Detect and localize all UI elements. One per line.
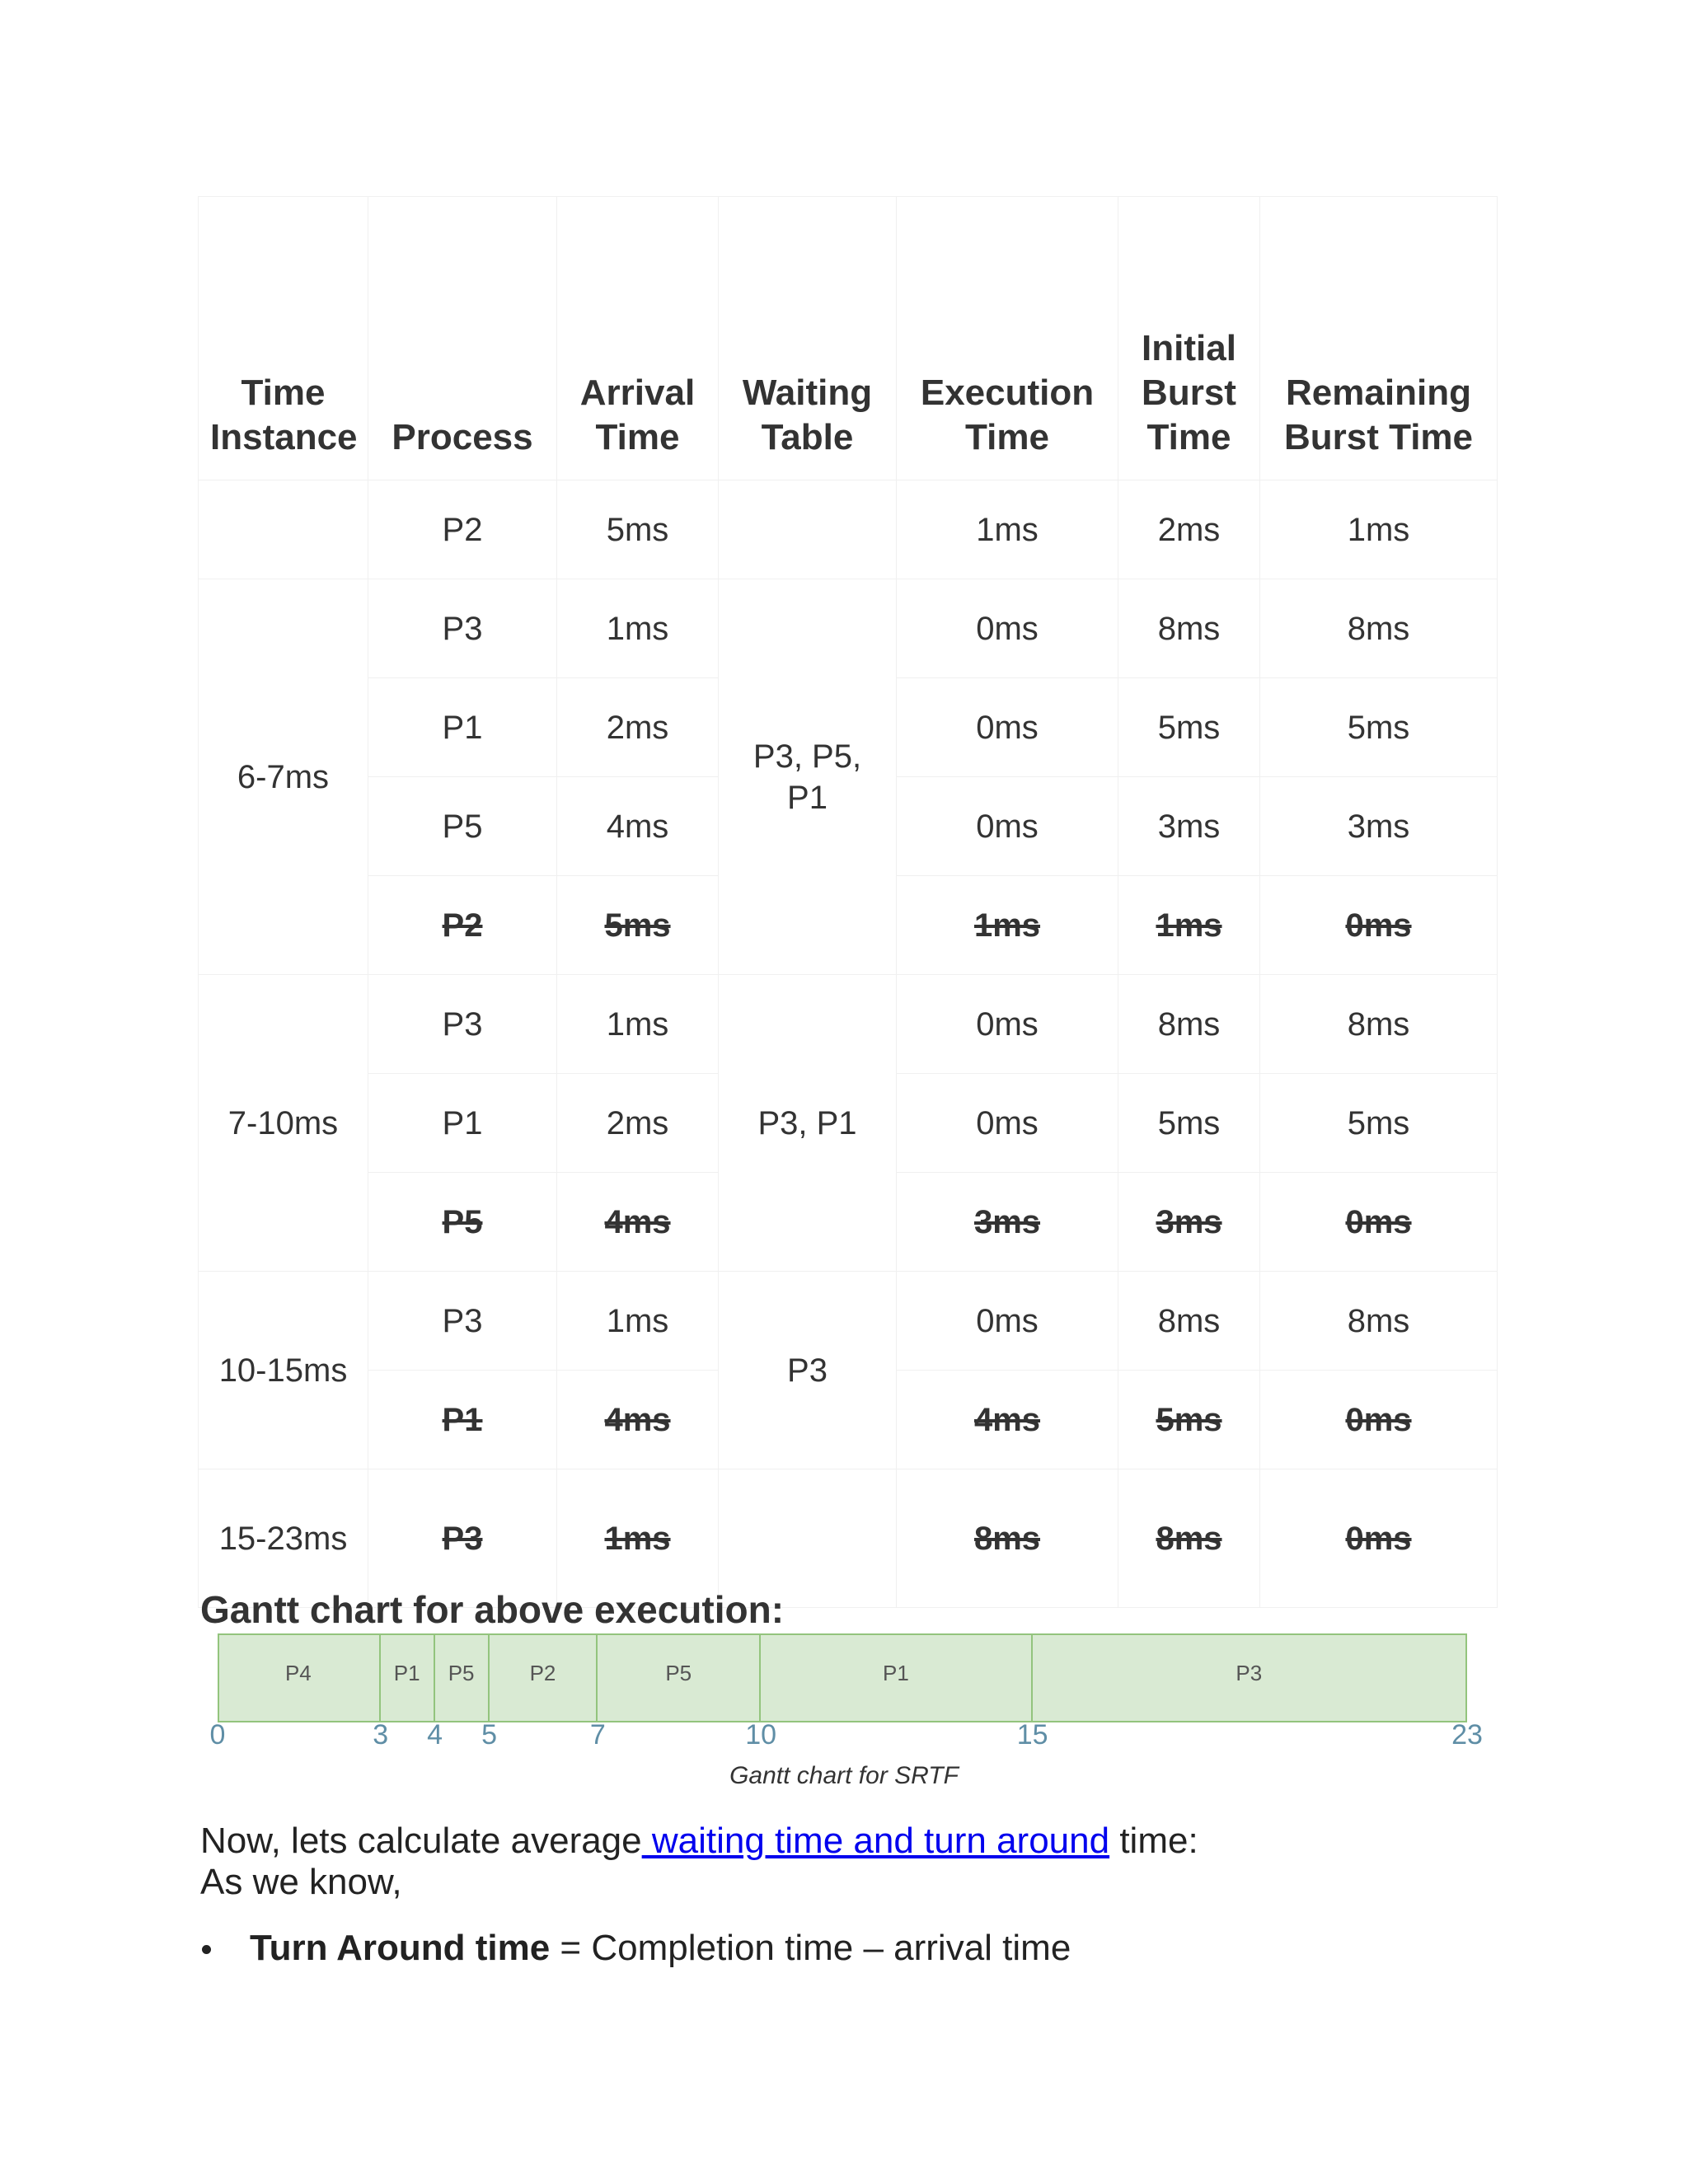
waiting-table-cell: P3, P1 xyxy=(719,975,897,1272)
gantt-tick-label: 0 xyxy=(209,1719,226,1750)
arrival-time-cell: 5ms xyxy=(557,876,719,975)
header-waiting-table: Waiting Table xyxy=(719,197,897,480)
arrival-time-cell: 1ms xyxy=(557,1272,719,1371)
remaining-burst-cell: 1ms xyxy=(1260,480,1498,579)
calc-intro-line xyxy=(200,1820,1198,1863)
list-item xyxy=(200,1927,1071,1970)
arrival-time-cell: 4ms xyxy=(557,777,719,876)
process-cell: P1 xyxy=(368,1074,557,1173)
table-row xyxy=(199,579,1498,678)
bullet-dot xyxy=(202,1945,211,1954)
header-process: Process xyxy=(368,197,557,480)
gantt-tick-label: 10 xyxy=(745,1719,777,1750)
time-instance-cell: 7-10ms xyxy=(199,975,368,1272)
gantt-tick-label: 3 xyxy=(373,1719,389,1750)
process-cell: P3 xyxy=(368,1469,557,1608)
table-row xyxy=(199,975,1498,1074)
calc-intro-text: Now, lets calculate average xyxy=(200,1821,642,1861)
gantt-segment-label: P5 xyxy=(448,1660,475,1685)
gantt-tick-label: 23 xyxy=(1451,1719,1483,1750)
table-header-row xyxy=(199,197,1498,480)
remaining-burst-cell: 0ms xyxy=(1260,1173,1498,1272)
initial-burst-cell: 8ms xyxy=(1118,1272,1260,1371)
arrival-time-cell: 1ms xyxy=(557,579,719,678)
execution-time-cell: 1ms xyxy=(897,480,1118,579)
initial-burst-cell: 1ms xyxy=(1118,876,1260,975)
gantt-tick-label: 5 xyxy=(481,1719,498,1750)
execution-time-cell: 0ms xyxy=(897,579,1118,678)
arrival-time-cell: 2ms xyxy=(557,1074,719,1173)
waiting-turnaround-link[interactable]: waiting time and turn around xyxy=(641,1821,1110,1861)
process-cell: P3 xyxy=(368,1272,557,1371)
header-initial-burst-time: Initial Burst Time xyxy=(1118,197,1260,480)
remaining-burst-cell: 8ms xyxy=(1260,579,1498,678)
gantt-segment-label: P3 xyxy=(1236,1660,1263,1685)
gantt-segment-label: P4 xyxy=(284,1660,312,1685)
arrival-time-cell: 4ms xyxy=(557,1371,719,1469)
process-cell: P1 xyxy=(368,678,557,777)
gantt-segment xyxy=(490,1633,598,1722)
process-cell: P2 xyxy=(368,876,557,975)
execution-time-cell: 0ms xyxy=(897,975,1118,1074)
table-body xyxy=(199,480,1498,1608)
waiting-table-cell: P3, P5, P1 xyxy=(719,579,897,975)
initial-burst-cell: 5ms xyxy=(1118,1074,1260,1173)
header-remaining-burst-time: Remaining Burst Time xyxy=(1260,197,1498,480)
remaining-burst-cell: 5ms xyxy=(1260,1074,1498,1173)
initial-burst-cell: 5ms xyxy=(1118,678,1260,777)
process-cell: P2 xyxy=(368,480,557,579)
process-cell: P5 xyxy=(368,777,557,876)
arrival-time-cell: 1ms xyxy=(557,1469,719,1608)
waiting-table-cell: P3 xyxy=(719,1272,897,1469)
initial-burst-cell: 5ms xyxy=(1118,1371,1260,1469)
execution-time-cell: 0ms xyxy=(897,1074,1118,1173)
table-row xyxy=(199,480,1498,579)
time-instance-cell: 6-7ms xyxy=(199,579,368,975)
process-cell: P1 xyxy=(368,1371,557,1469)
execution-time-cell: 0ms xyxy=(897,1272,1118,1371)
process-schedule-table xyxy=(198,196,1498,1608)
gantt-segment xyxy=(761,1633,1033,1722)
gantt-segment-label: P1 xyxy=(883,1660,909,1685)
gantt-caption: Gantt chart for SRTF xyxy=(729,1762,959,1789)
remaining-burst-cell: 0ms xyxy=(1260,876,1498,975)
execution-time-cell: 3ms xyxy=(897,1173,1118,1272)
turnaround-term: Turn Around time xyxy=(250,1928,551,1968)
gantt-chart xyxy=(211,1630,1490,1762)
gantt-segment-label: P2 xyxy=(529,1660,556,1685)
process-cell: P3 xyxy=(368,579,557,678)
process-cell: P3 xyxy=(368,975,557,1074)
gantt-segment xyxy=(218,1633,381,1722)
execution-time-cell: 0ms xyxy=(897,678,1118,777)
arrival-time-cell: 5ms xyxy=(557,480,719,579)
initial-burst-cell: 8ms xyxy=(1118,1469,1260,1608)
execution-time-cell: 1ms xyxy=(897,876,1118,975)
turnaround-formula: = Completion time – arrival time xyxy=(550,1928,1071,1968)
gantt-segment xyxy=(435,1633,490,1722)
header-execution-time: Execution Time xyxy=(897,197,1118,480)
initial-burst-cell: 2ms xyxy=(1118,480,1260,579)
header-time-instance: Time Instance xyxy=(199,197,368,480)
initial-burst-cell: 3ms xyxy=(1118,777,1260,876)
gantt-segment xyxy=(1033,1633,1467,1722)
execution-time-cell: 8ms xyxy=(897,1469,1118,1608)
initial-burst-cell: 8ms xyxy=(1118,975,1260,1074)
calc-intro-tail: time: xyxy=(1109,1821,1198,1861)
waiting-table-cell xyxy=(719,480,897,579)
remaining-burst-cell: 5ms xyxy=(1260,678,1498,777)
header-arrival-time: Arrival Time xyxy=(557,197,719,480)
execution-time-cell: 4ms xyxy=(897,1371,1118,1469)
formula-list xyxy=(200,1927,1071,1970)
arrival-time-cell: 4ms xyxy=(557,1173,719,1272)
gantt-tick-label: 7 xyxy=(589,1719,606,1750)
table-row xyxy=(199,1272,1498,1371)
gantt-segment-label: P1 xyxy=(393,1660,420,1685)
arrival-time-cell: 1ms xyxy=(557,975,719,1074)
arrival-time-cell: 2ms xyxy=(557,678,719,777)
remaining-burst-cell: 0ms xyxy=(1260,1469,1498,1608)
gantt-tick-label: 4 xyxy=(427,1719,443,1750)
initial-burst-cell: 3ms xyxy=(1118,1173,1260,1272)
process-cell: P5 xyxy=(368,1173,557,1272)
gantt-segment xyxy=(381,1633,435,1722)
remaining-burst-cell: 3ms xyxy=(1260,777,1498,876)
time-instance-cell: 10-15ms xyxy=(199,1272,368,1469)
remaining-burst-cell: 8ms xyxy=(1260,1272,1498,1371)
time-instance-cell: 15-23ms xyxy=(199,1469,368,1608)
as-we-know-line: As we know, xyxy=(200,1862,402,1902)
remaining-burst-cell: 8ms xyxy=(1260,975,1498,1074)
execution-time-cell: 0ms xyxy=(897,777,1118,876)
gantt-heading: Gantt chart for above execution: xyxy=(200,1588,785,1631)
gantt-tick-label: 15 xyxy=(1016,1719,1048,1750)
remaining-burst-cell: 0ms xyxy=(1260,1371,1498,1469)
initial-burst-cell: 8ms xyxy=(1118,579,1260,678)
gantt-segment-label: P5 xyxy=(665,1660,692,1685)
gantt-segment xyxy=(598,1633,761,1722)
time-instance-cell xyxy=(199,480,368,579)
